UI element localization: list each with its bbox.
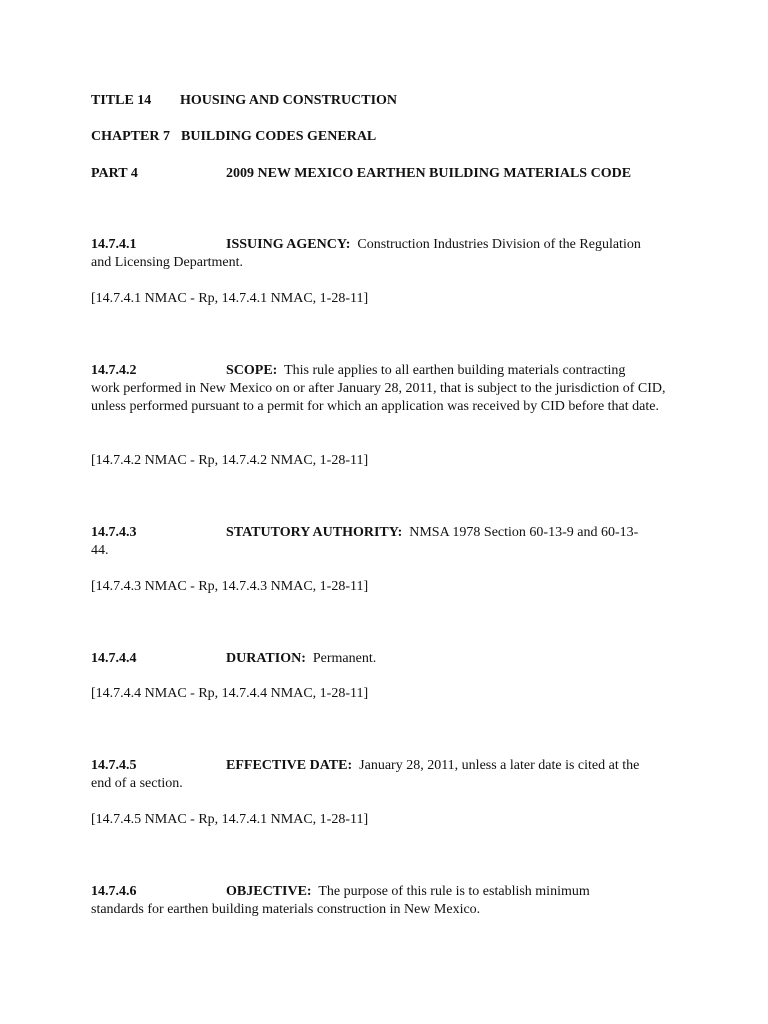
section-text-first-line: Permanent. bbox=[312, 651, 377, 666]
chapter-text: BUILDING CODES GENERAL bbox=[181, 129, 377, 144]
section-title: EFFECTIVE DATE: bbox=[226, 758, 353, 773]
title-heading bbox=[91, 92, 398, 110]
section-number: 14.7.4.6 bbox=[91, 884, 137, 899]
history-note: [14.7.4.2 NMAC - Rp, 14.7.4.2 NMAC, 1-28-11] bbox=[91, 453, 369, 468]
section-text-first-line: Construction Industries Division of the Regulation bbox=[357, 237, 641, 252]
section-14-7-4-6 bbox=[91, 883, 681, 919]
section-title: OBJECTIVE: bbox=[226, 884, 312, 899]
section-text-first-line: NMSA 1978 Section 60-13-9 and 60-13- bbox=[409, 525, 639, 540]
section-text-first-line: This rule applies to all earthen building materials contracting bbox=[284, 363, 626, 378]
section-title: DURATION: bbox=[226, 651, 306, 666]
section-14-7-4-2 bbox=[91, 362, 681, 416]
part-heading bbox=[91, 165, 632, 183]
section-number: 14.7.4.2 bbox=[91, 363, 137, 378]
section-text: and Licensing Department. bbox=[91, 255, 244, 270]
section-text: 44. bbox=[91, 543, 109, 558]
section-text-first-line: January 28, 2011, unless a later date is cited at the bbox=[359, 758, 640, 773]
history-note: [14.7.4.1 NMAC - Rp, 14.7.4.1 NMAC, 1-28-11] bbox=[91, 291, 369, 306]
section-number: 14.7.4.3 bbox=[91, 525, 137, 540]
part-label: PART 4 bbox=[91, 166, 138, 181]
section-14-7-4-3 bbox=[91, 524, 681, 560]
section-text: end of a section. bbox=[91, 776, 183, 791]
section-number: 14.7.4.4 bbox=[91, 651, 137, 666]
section-title: ISSUING AGENCY: bbox=[226, 237, 351, 252]
section-14-7-4-5 bbox=[91, 757, 681, 793]
part-text: 2009 NEW MEXICO EARTHEN BUILDING MATERIALS CODE bbox=[226, 166, 632, 181]
section-number: 14.7.4.5 bbox=[91, 758, 137, 773]
section-text: standards for earthen building materials construction in New Mexico. bbox=[91, 902, 481, 917]
section-14-7-4-1 bbox=[91, 236, 681, 272]
section-title: SCOPE: bbox=[226, 363, 278, 378]
section-text-first-line: The purpose of this rule is to establish minimum bbox=[318, 884, 590, 899]
section-14-7-4-4 bbox=[91, 650, 681, 668]
history-note: [14.7.4.5 NMAC - Rp, 14.7.4.1 NMAC, 1-28-11] bbox=[91, 812, 369, 827]
chapter-label: CHAPTER 7 bbox=[91, 129, 170, 144]
section-title: STATUTORY AUTHORITY: bbox=[226, 525, 403, 540]
history-note: [14.7.4.3 NMAC - Rp, 14.7.4.3 NMAC, 1-28-11] bbox=[91, 579, 369, 594]
section-number: 14.7.4.1 bbox=[91, 237, 137, 252]
history-note: [14.7.4.4 NMAC - Rp, 14.7.4.4 NMAC, 1-28-11] bbox=[91, 686, 369, 701]
chapter-heading bbox=[91, 128, 377, 146]
title-label: TITLE 14 bbox=[91, 93, 152, 108]
section-text: work performed in New Mexico on or after January 28, 2011, that is subject to the jurisdiction of CID, unless performed pursuant to a permit for which an application was received by CID before that date. bbox=[91, 381, 666, 414]
title-text: HOUSING AND CONSTRUCTION bbox=[180, 93, 398, 108]
